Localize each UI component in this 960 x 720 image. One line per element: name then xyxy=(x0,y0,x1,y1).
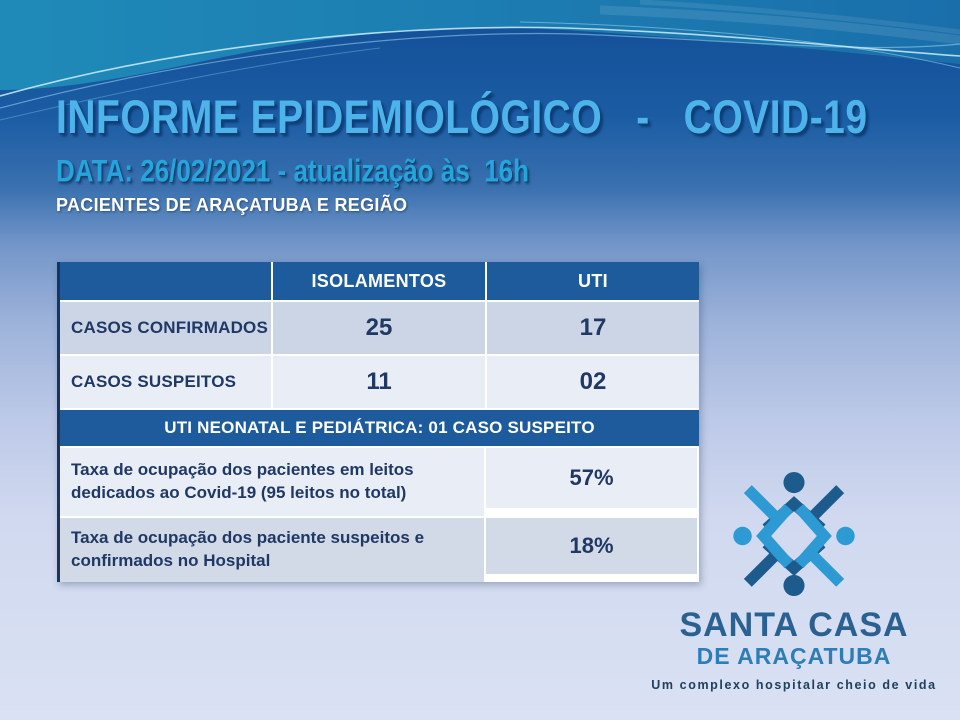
row-label-casos-suspeitos: CASOS SUSPEITOS xyxy=(60,356,271,408)
logo-head-top xyxy=(783,472,804,493)
header-cell-uti: UTI xyxy=(487,262,699,300)
value-suspeitos-uti: 02 xyxy=(487,356,699,408)
logo-tagline: Um complexo hospitalar cheio de vida xyxy=(651,678,937,692)
santa-casa-logo xyxy=(634,468,954,692)
value-confirmados-uti: 17 xyxy=(487,302,699,354)
value-confirmados-isolamentos: 25 xyxy=(273,302,485,354)
logo-head-right xyxy=(836,527,854,545)
rate-value-hospital: 18% xyxy=(486,518,697,574)
header-cell-empty xyxy=(60,262,271,300)
date-line: DATA: 26/02/2021 - atualização às 16h xyxy=(56,152,530,189)
rate-row xyxy=(60,448,699,516)
table-header-row xyxy=(60,262,699,300)
title-block xyxy=(56,91,868,216)
logo-name: SANTA CASA xyxy=(679,606,909,644)
merged-row-uti-neonatal: UTI NEONATAL E PEDIÁTRICA: 01 CASO SUSPEITO xyxy=(60,410,699,446)
page-title: INFORME EPIDEMIOLÓGICO - COVID-19 xyxy=(56,91,868,145)
rate-label-leitos-covid: Taxa de ocupação dos pacientes em leitos dedicados ao Covid-19 (95 leitos no total) xyxy=(60,448,484,516)
table-row xyxy=(60,356,699,408)
row-label-casos-confirmados: CASOS CONFIRMADOS xyxy=(60,302,271,354)
table-row xyxy=(60,302,699,354)
santa-casa-logo-icon xyxy=(726,468,862,600)
logo-head-bottom xyxy=(783,575,804,596)
logo-head-left xyxy=(733,527,751,545)
rate-row xyxy=(60,518,699,582)
rate-value-leitos-covid: 57% xyxy=(486,448,697,508)
rate-label-hospital: Taxa de ocupação dos paciente suspeitos e confirmados no Hospital xyxy=(60,518,484,582)
header-cell-isolamentos: ISOLAMENTOS xyxy=(273,262,485,300)
subtitle: PACIENTES DE ARAÇATUBA E REGIÃO xyxy=(56,195,408,215)
logo-location: DE ARAÇATUBA xyxy=(696,643,892,669)
value-suspeitos-isolamentos: 11 xyxy=(273,356,485,408)
report-table xyxy=(57,262,699,582)
